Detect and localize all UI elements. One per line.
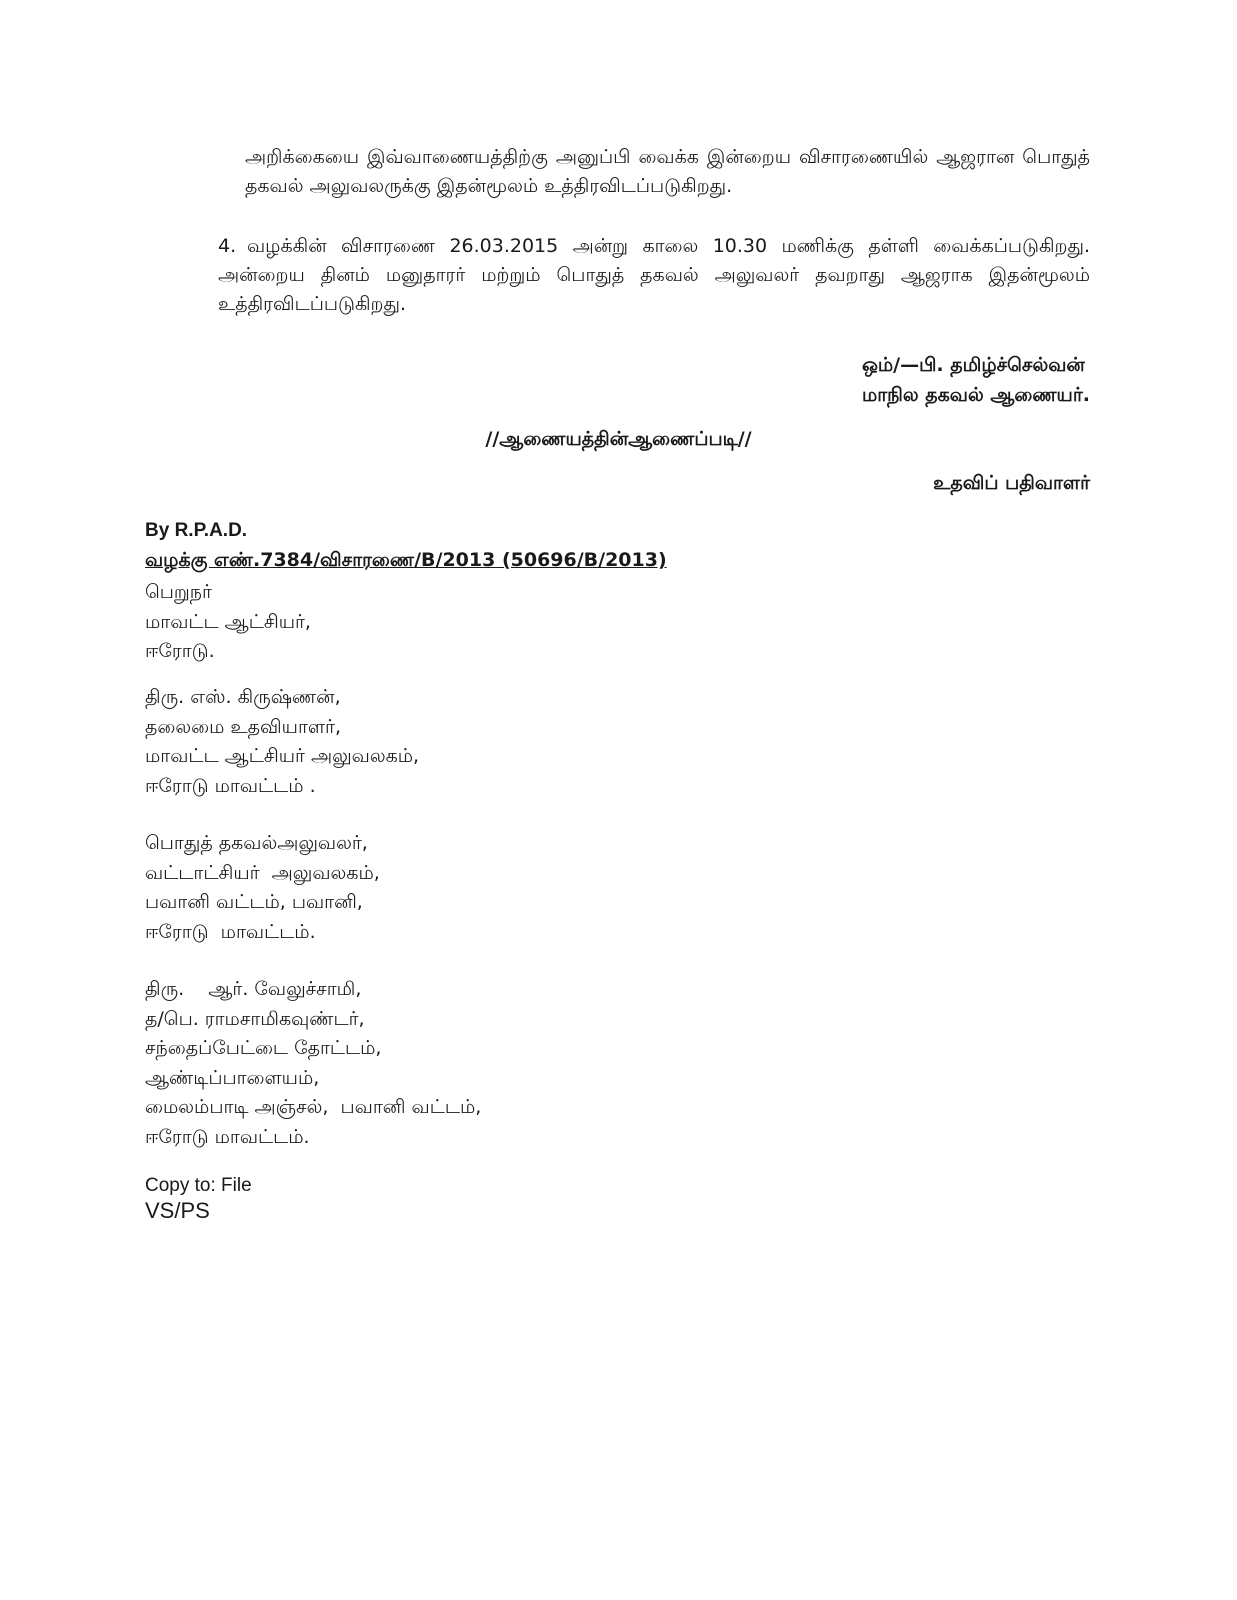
address-line: பவானி வட்டம், பவானி, — [145, 891, 363, 913]
item-text: வழக்கின் விசாரணை 26.03.2015 அன்று காலை 10.30 மணிக்கு தள்ளி வைக்கப்படுகிறது. அன்றைய தினம் மனுதாரர் மற்றும் பொதுத் தகவல் அலுவலர் தவறாது ஆஜராக இதன்மூலம் உத்திரவிடப்படுகிறது. — [218, 235, 1090, 315]
paragraph-continued: அறிக்கையை இவ்வாணையத்திற்கு அனுப்பி வைக்க இன்றைய விசாரணையில் ஆஜரான பொதுத் தகவல் அலுவலருக்கு இதன்மூலம் உத்திரவிடப்படுகிறது. — [245, 146, 1090, 197]
signatory-name: ஒம்/—பி. தமிழ்ச்செல்வன் — [861, 354, 1085, 376]
recipient-address — [145, 578, 311, 667]
addressee-3 — [145, 975, 481, 1152]
address-line: மாவட்ட ஆட்சியர் அலுவலகம், — [145, 745, 420, 767]
address-line: ஈரோடு மாவட்டம். — [145, 1125, 310, 1148]
by-rpad: By R.P.A.D. — [145, 520, 248, 541]
address-line: மாவட்ட ஆட்சியர், — [145, 610, 311, 633]
initials: VS/PS — [145, 1198, 210, 1223]
case-number: வழக்கு எண்.7384/விசாரணை/B/2013 (50696/B/2013) — [145, 549, 667, 571]
address-line: த/பெ. ராமசாமிகவுண்டர், — [145, 1007, 365, 1030]
address-line: மைலம்பாடி அஞ்சல், பவானி வட்டம், — [145, 1096, 482, 1118]
signatory-title: மாநில தகவல் ஆணையர். — [861, 384, 1090, 406]
item-number: 4. — [218, 235, 237, 257]
order-item-4 — [218, 232, 1090, 319]
address-line: திரு. ஆர். வேலுச்சாமி, — [145, 978, 362, 1000]
order-copy-heading: //ஆணையத்தின்ஆணைப்படி// — [485, 428, 752, 450]
address-line: ஈரோடு மாவட்டம். — [145, 920, 316, 943]
address-line: சந்தைப்பேட்டை தோட்டம், — [145, 1037, 382, 1059]
address-line: பெறுநர் — [145, 581, 212, 603]
address-line: பொதுத் தகவல்அலுவலர், — [145, 832, 368, 854]
address-line: ஈரோடு. — [145, 640, 215, 662]
address-line: ஈரோடு மாவட்டம் . — [145, 774, 316, 797]
address-line: திரு. எஸ். கிருஷ்ணன், — [145, 686, 341, 708]
addressee-1 — [145, 683, 419, 801]
address-line: வட்டாட்சியர் அலுவலகம், — [145, 861, 380, 884]
address-line: தலைமை உதவியாளர், — [145, 715, 341, 738]
copy-to: Copy to: File — [145, 1175, 252, 1196]
addressee-2 — [145, 829, 380, 947]
signature-block — [862, 350, 1090, 410]
assistant-registrar: உதவிப் பதிவாளர் — [933, 472, 1090, 494]
address-line: ஆண்டிப்பாளையம், — [145, 1066, 320, 1089]
